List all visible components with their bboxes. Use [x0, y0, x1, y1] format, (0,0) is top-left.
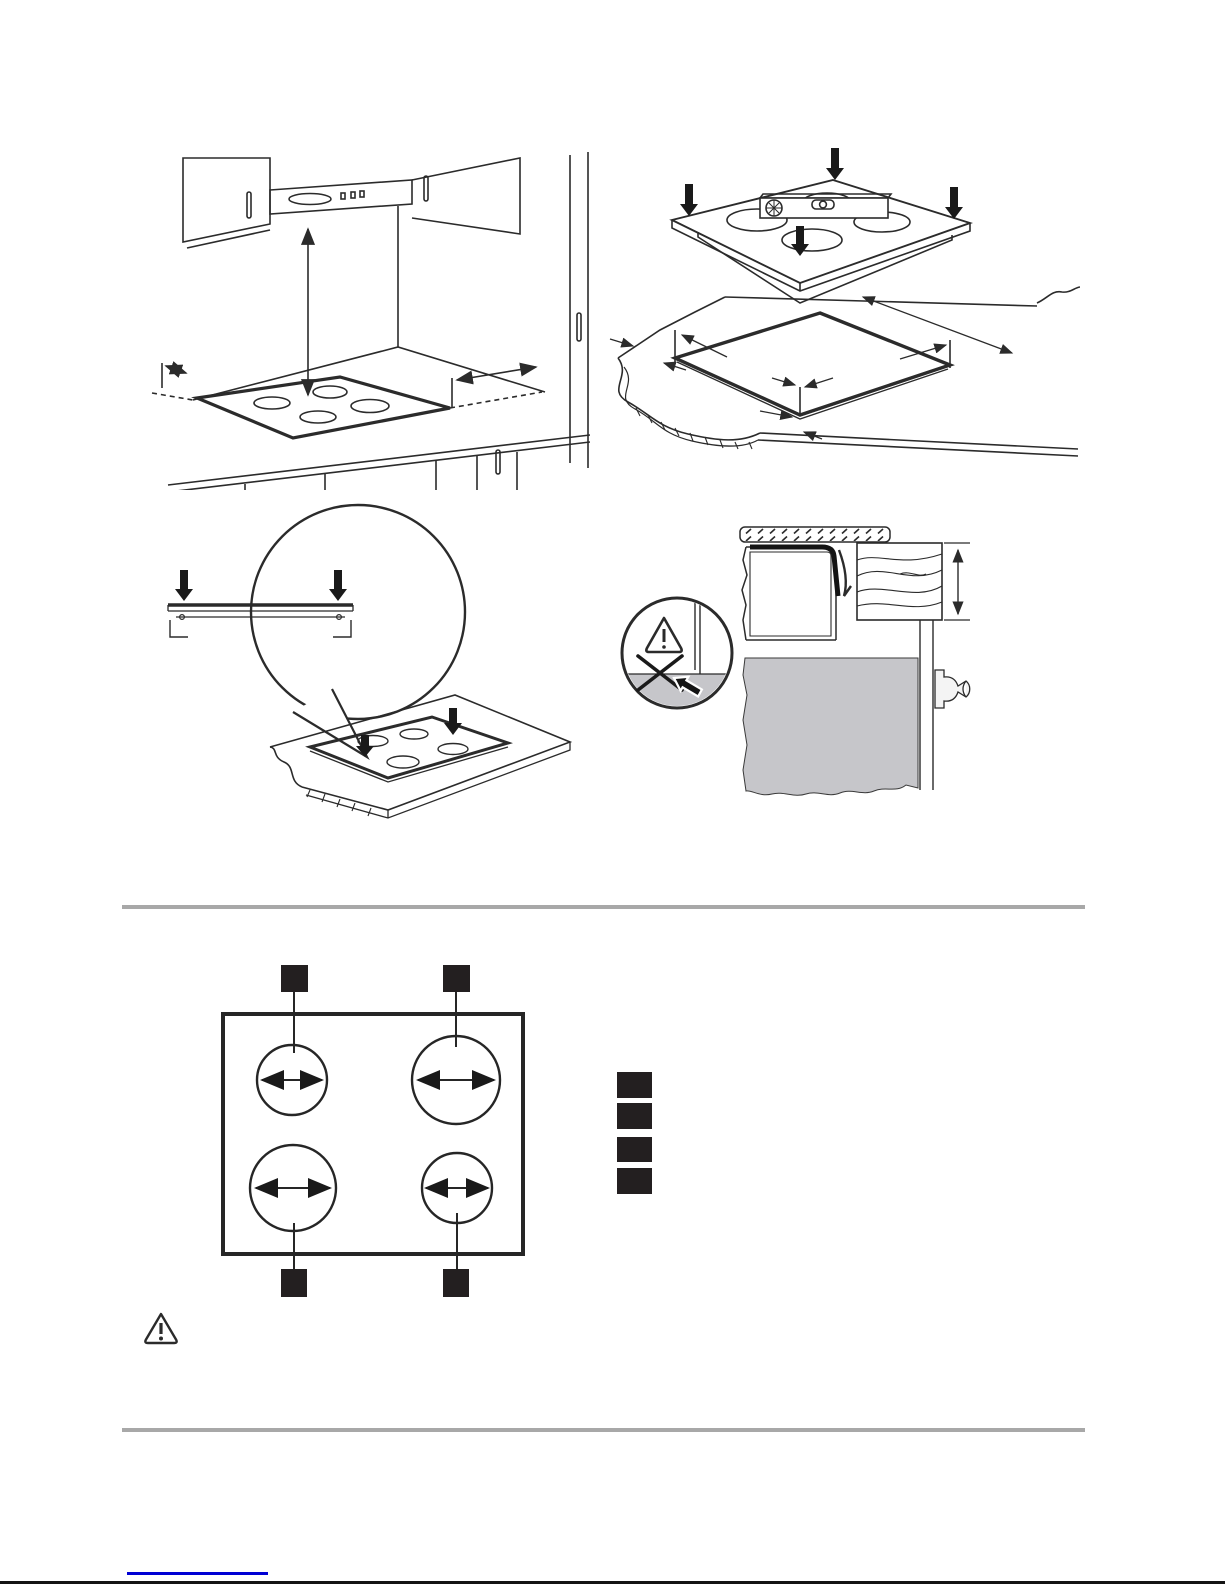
figure-press-down-detail — [140, 490, 590, 820]
legend-square — [617, 1168, 652, 1194]
section-divider — [122, 1428, 1085, 1432]
cabinet-void — [743, 658, 918, 795]
legend-markers — [617, 1072, 652, 1194]
footer-link[interactable] — [127, 1572, 268, 1575]
hob-top — [672, 180, 970, 283]
down-arrow-icon — [356, 735, 374, 757]
fixing-bracket-icon — [839, 550, 851, 596]
cabinet-front — [742, 547, 836, 640]
callout-lines — [294, 992, 457, 1269]
hob-edge-trim — [750, 547, 838, 596]
worktop-wood-section — [857, 543, 942, 620]
tall-cabinet — [570, 152, 588, 468]
cutout-outline — [675, 313, 950, 415]
zones-drawing — [200, 930, 680, 1310]
figure-clamp-cross-section — [600, 490, 1020, 820]
magnifier-drawing — [140, 490, 590, 820]
cutout-drawing — [600, 140, 1080, 470]
down-arrow-icon — [175, 570, 193, 601]
legend-square — [617, 1137, 652, 1162]
side-clearance-arrow-icon — [166, 366, 186, 373]
cabinet-handle-icon — [247, 192, 251, 218]
figure-hood-clearance — [140, 130, 590, 490]
hood-grille-icon — [289, 194, 331, 205]
wall-cabinet-left — [183, 158, 270, 242]
legend-square — [617, 1072, 652, 1098]
spirit-level-icon — [760, 194, 891, 218]
down-arrow-icon — [680, 184, 698, 216]
hob-outline — [223, 1014, 523, 1254]
legend-square — [617, 1103, 652, 1129]
callout-square — [281, 965, 308, 992]
chipboard-hatch — [636, 408, 752, 449]
page-bottom-rule — [0, 1581, 1225, 1584]
hood-clearance-drawing — [140, 130, 590, 490]
down-arrow-icon — [329, 570, 347, 601]
callout-square — [443, 1269, 469, 1297]
section-divider — [122, 905, 1085, 909]
callout-square — [443, 965, 470, 992]
worktop-back-edge — [725, 297, 1037, 306]
warning-note — [141, 1308, 181, 1348]
figure-hob-into-cutout — [600, 140, 1080, 470]
fixing-knob — [935, 670, 970, 708]
down-arrow-icon — [826, 148, 844, 180]
magnifier-circle-icon — [251, 505, 465, 719]
down-arrow-icon — [945, 187, 963, 219]
figure-cooking-zones — [200, 930, 680, 1310]
callout-square — [281, 1269, 307, 1297]
cross-section-drawing — [600, 490, 1020, 820]
no-gap-warning-inset — [620, 596, 736, 716]
warning-triangle-icon — [141, 1308, 181, 1348]
